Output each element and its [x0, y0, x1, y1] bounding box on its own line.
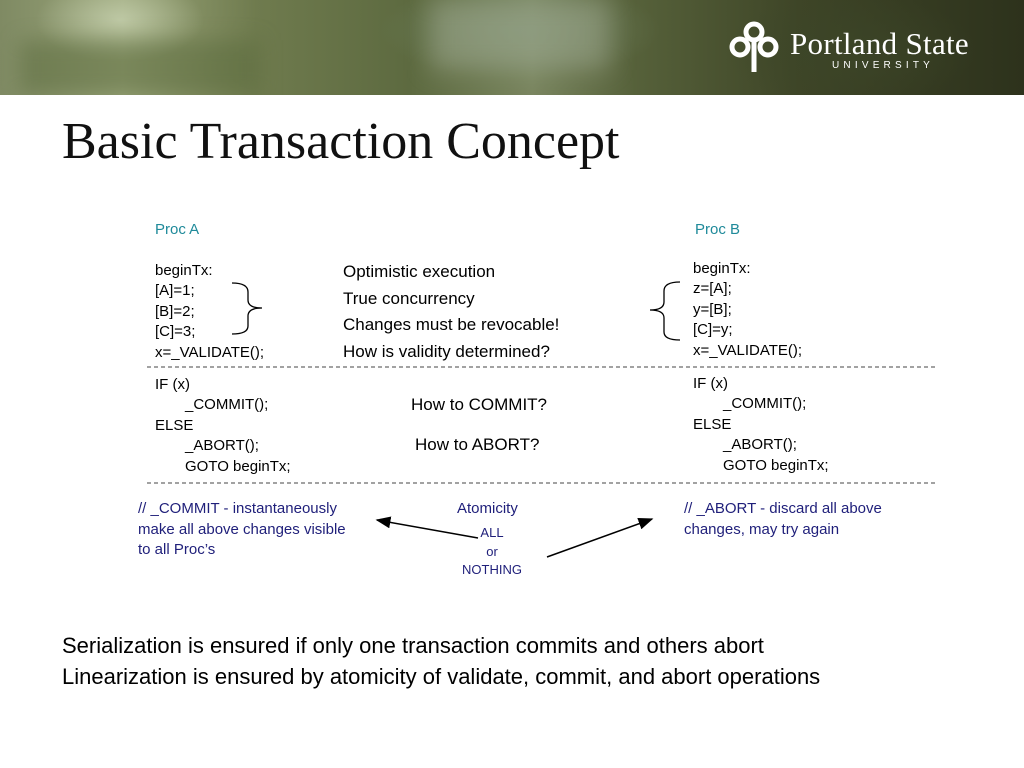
logo-name: Portland State: [790, 26, 969, 61]
code-line: [C]=y;: [693, 321, 733, 339]
slide-title: Basic Transaction Concept: [62, 113, 620, 170]
summary-line: Linearization is ensured by atomicity of validate, commit, and abort operations: [62, 664, 821, 689]
logo-subtitle: UNIVERSITY: [832, 60, 935, 71]
code-line: _COMMIT();: [723, 395, 807, 413]
note-line: // _COMMIT - instantaneously: [138, 500, 337, 517]
note-line: to all Proc’s: [138, 541, 216, 558]
code-line: _ABORT();: [185, 437, 259, 455]
code-line: [C]=3;: [155, 323, 196, 341]
point-line: Optimistic execution: [343, 262, 496, 281]
note-line: changes, may try again: [684, 520, 840, 538]
code-line: x=_VALIDATE();: [155, 343, 265, 361]
proc-b-label: Proc B: [695, 221, 741, 238]
summary-line: Serialization is ensured if only one transaction commits and others abort: [62, 633, 764, 658]
atomicity-label: Atomicity: [457, 500, 518, 517]
code-line: ELSE: [693, 415, 732, 433]
proc-a-block2: [155, 375, 291, 477]
header-banner: [0, 0, 1024, 95]
proc-a-label: Proc A: [155, 221, 200, 238]
proc-b-block1: [693, 259, 802, 361]
code-line: beginTx:: [693, 260, 751, 277]
note-line: make all above changes visible: [138, 520, 346, 538]
point-line: Changes must be revocable!: [343, 315, 560, 334]
banner-highlight: [430, 0, 610, 70]
banner-shadow: [20, 40, 260, 95]
arrow-to-abort-icon: [547, 519, 652, 557]
code-line: x=_VALIDATE();: [693, 341, 803, 359]
point-line: True concurrency: [343, 288, 475, 308]
code-line: IF (x): [693, 375, 728, 392]
code-line: beginTx:: [155, 262, 213, 279]
brace-left-icon: [650, 282, 680, 340]
proc-b-block2: [693, 374, 829, 476]
university-logo: [728, 20, 998, 80]
middle-points: [343, 259, 559, 365]
code-line: IF (x): [155, 376, 190, 393]
or-label: or: [486, 543, 498, 559]
code-line: GOTO beginTx;: [723, 456, 829, 474]
code-line: y=[B];: [693, 300, 732, 318]
code-line: _ABORT();: [723, 436, 797, 454]
proc-a-block1: [155, 261, 264, 363]
nothing-label: NOTHING: [462, 562, 522, 577]
code-line: ELSE: [155, 416, 194, 434]
commit-note: [138, 499, 346, 561]
point-line: How is validity determined?: [343, 341, 550, 361]
commit-question: How to COMMIT?: [411, 395, 548, 414]
abort-note: [684, 499, 882, 540]
code-line: z=[A];: [693, 280, 732, 298]
psu-logo-icon: [728, 20, 780, 74]
abort-question: How to ABORT?: [415, 435, 540, 454]
code-line: [B]=2;: [155, 302, 195, 320]
code-line: _COMMIT();: [185, 396, 269, 414]
all-label: ALL: [480, 525, 504, 540]
note-line: // _ABORT - discard all above: [684, 500, 882, 517]
summary-text: [62, 630, 820, 692]
code-line: GOTO beginTx;: [185, 457, 291, 475]
code-line: [A]=1;: [155, 282, 195, 300]
all-or-nothing: [452, 524, 532, 580]
